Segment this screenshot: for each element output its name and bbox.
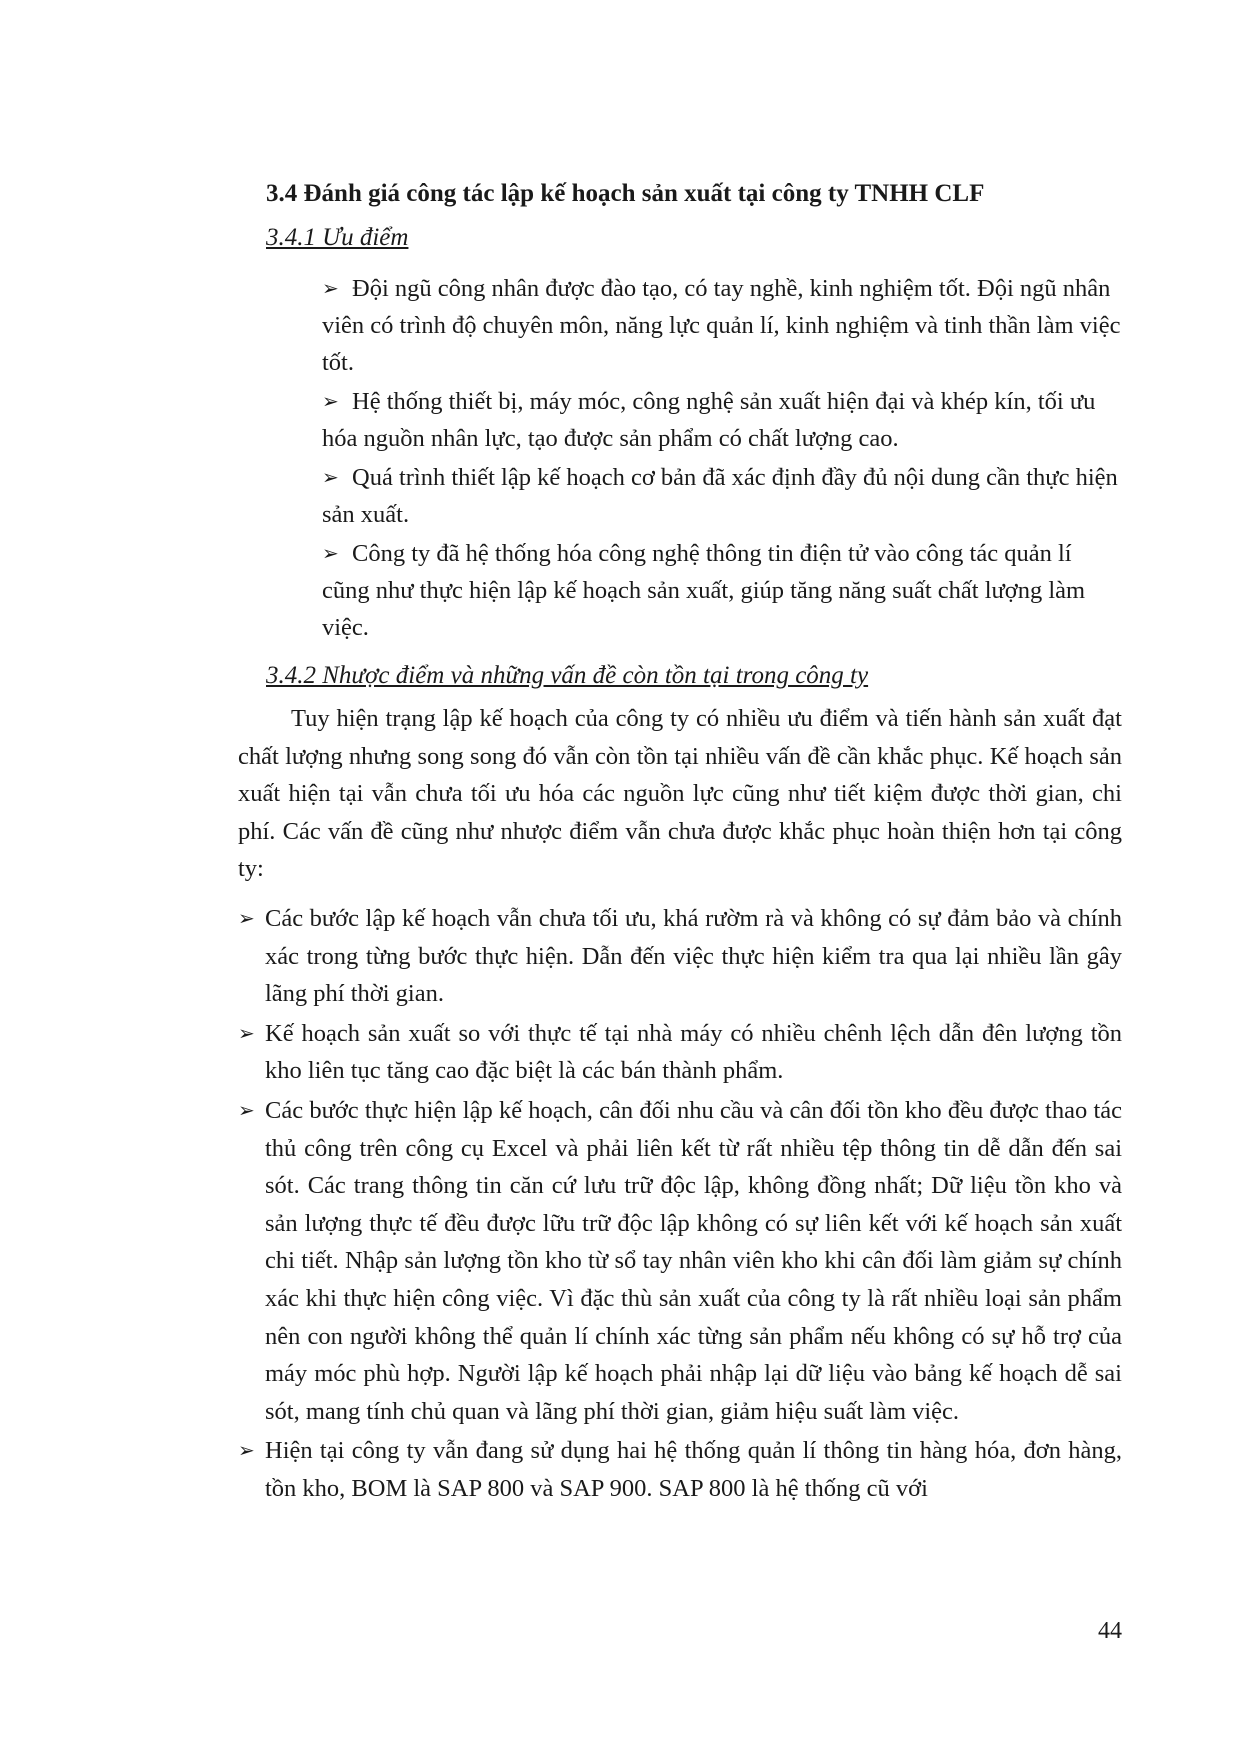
disadvantages-list bbox=[238, 900, 1122, 1510]
list-item: ➢ Công ty đã hệ thống hóa công nghệ thông tin điện tử vào công tác quản lí cũng như thực hiện lập kế hoạch sản xuất, giúp tăng năng suất chất lượng làm việc. bbox=[322, 535, 1122, 647]
advantages-heading: 3.4.1 Ưu điểm bbox=[266, 224, 409, 251]
arrow-bullet-icon: ➢ bbox=[238, 906, 255, 930]
arrow-bullet-icon: ➢ bbox=[322, 540, 339, 565]
list-item: ➢ Các bước lập kế hoạch vẫn chưa tối ưu, khá rườm rà và không có sự đảm bảo và chính xác trong từng bước thực hiện. Dẫn đến việc thực hiện kiểm tra qua lại nhiều lần gây lãng phí thời gian. bbox=[238, 900, 1122, 1013]
disadvantages-heading: 3.4.2 Nhược điểm và những vấn đề còn tồn tại trong công ty bbox=[266, 662, 869, 689]
disadvantages-intro: Tuy hiện trạng lập kế hoạch của công ty có nhiều ưu điểm và tiến hành sản xuất đạt chất lượng nhưng song song đó vẫn còn tồn tại nhiều vấn đề cần khắc phục. Kế hoạch sản xuất hiện tại vẫn chưa tối ưu hóa các nguồn lực cũng như tiết kiệm được thời gian, chi phí. Các vấn đề cũng như nhược điểm vẫn chưa được khắc phục hoàn thiện hơn tại công ty: bbox=[238, 705, 1122, 883]
arrow-bullet-icon: ➢ bbox=[238, 1097, 255, 1122]
section-heading: 3.4 Đánh giá công tác lập kế hoạch sản xuất tại công ty TNHH CLF bbox=[266, 180, 985, 207]
list-item: ➢ Các bước thực hiện lập kế hoạch, cân đối nhu cầu và cân đối tồn kho đều được thao tác thủ công trên công cụ Excel và phải liên kết từ rất nhiều tệp thông tin dễ dẫn đến sai sót. Các trang thông tin căn cứ lưu trữ độc lập, không đồng nhất; Dữ liệu tồn kho và sản lượng thực tế đều được lữu trữ độc lập không có sự liên kết với kế hoạch sản xuất chi tiết. Nhập sản lượng tồn kho từ sổ tay nhân viên kho khi cân đối làm giảm sự chính xác khi thực hiện công việc. Vì đặc thù sản xuất của công ty là rất nhiều loại sản phẩm nên con người không thể quản lí chính xác từng sản phẩm nếu không có sự hỗ trợ của máy móc phù hợp. Người lập kế hoạch phải nhập lại dữ liệu vào bảng kế hoạch dễ sai sót, mang tính chủ quan và lãng phí thời gian, giảm hiệu suất làm việc. bbox=[238, 1092, 1122, 1430]
arrow-bullet-icon: ➢ bbox=[322, 276, 339, 300]
arrow-bullet-icon: ➢ bbox=[238, 1438, 255, 1463]
arrow-bullet-icon: ➢ bbox=[238, 1020, 255, 1045]
page-number: 44 bbox=[1098, 1618, 1122, 1644]
arrow-bullet-icon: ➢ bbox=[322, 465, 339, 490]
list-item: ➢ Hệ thống thiết bị, máy móc, công nghệ sản xuất hiện đại và khép kín, tối ưu hóa nguồn nhân lực, tạo được sản phẩm có chất lượng cao. bbox=[322, 383, 1122, 457]
list-item: ➢ Kế hoạch sản xuất so với thực tế tại nhà máy có nhiều chênh lệch dẫn đên lượng tồn kho liên tục tăng cao đặc biệt là các bán thành phẩm. bbox=[238, 1015, 1122, 1090]
list-item: ➢ Đội ngũ công nhân được đào tạo, có tay nghề, kinh nghiệm tốt. Đội ngũ nhân viên có trình độ chuyên môn, năng lực quản lí, kinh nghiệm và tinh thần làm việc tốt. bbox=[322, 270, 1122, 382]
advantages-list bbox=[322, 270, 1122, 648]
list-item: ➢ Hiện tại công ty vẫn đang sử dụng hai hệ thống quản lí thông tin hàng hóa, đơn hàng, tồn kho, BOM là SAP 800 và SAP 900. SAP 800 là hệ thống cũ với bbox=[238, 1432, 1122, 1507]
arrow-bullet-icon: ➢ bbox=[322, 389, 339, 414]
list-item: ➢ Quá trình thiết lập kế hoạch cơ bản đã xác định đầy đủ nội dung cần thực hiện sản xuất. bbox=[322, 459, 1122, 533]
